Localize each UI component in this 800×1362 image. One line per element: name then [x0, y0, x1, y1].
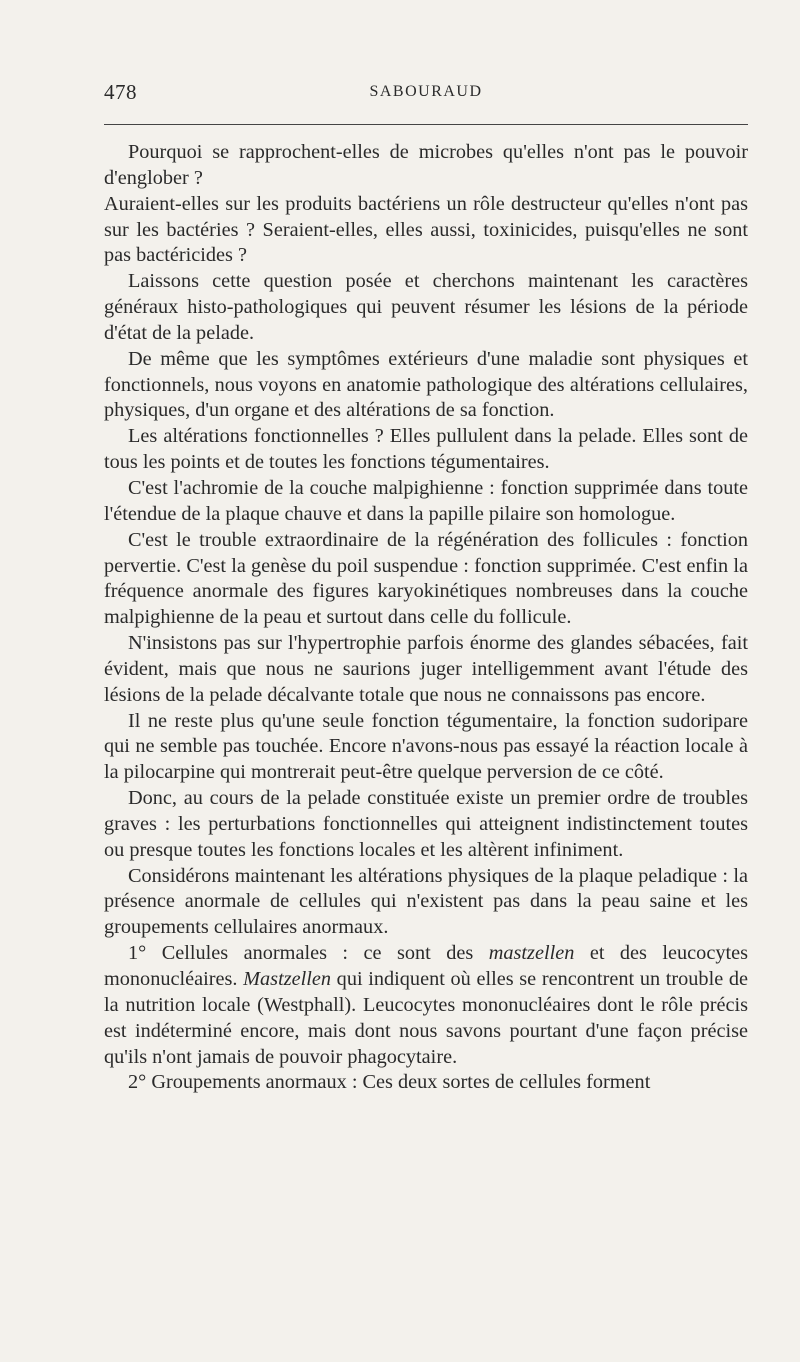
paragraph: Considérons maintenant les altérations physiques de la plaque peladique : la présence anormale de cellules qui n'existent pas dans la peau saine et les groupements cellulaires anormaux. [104, 864, 748, 939]
emphasis-mastzellen: mastzellen [488, 942, 575, 965]
paragraph: Donc, au cours de la pelade constituée existe un premier ordre de troubles graves : les perturbations fonctionnelles qui atteignent indistinctement toutes ou presque toutes les fonctions locales et les altèrent infiniment. [104, 787, 748, 861]
paragraph: Auraient-elles sur les produits bactériens un rôle destructeur qu'elles n'ont pas sur les bactéries ? Seraient-elles, elles aussi, toxinicides, puisqu'elles ne sont pas bactéricides ? [104, 192, 748, 267]
paragraph: Pourquoi se rapprochent-elles de microbes qu'elles n'ont pas le pouvoir d'englober ? [104, 141, 748, 189]
text-run: qui indiquent où elles se rencontrent un trouble de la nutrition locale (Westphall). Leucocytes mononucléaires dont le rôle précis est indéterminé encore, mais dont nous savons pourtant d'une façon précise qu'ils n'ont jamais de pouvoir phagocytaire. [104, 968, 749, 1068]
paragraph: Il ne reste plus qu'une seule fonction tégumentaire, la fonction sudoripare qui ne semble pas touchée. Encore n'avons-nous pas essayé la réaction locale à la pilocarpine qui montrerait peut-être quelque perversion de ce côté. [104, 709, 748, 784]
paragraph: Les altérations fonctionnelles ? Elles pullulent dans la pelade. Elles sont de tous les points et de toutes les fonctions tégumentaires. [104, 425, 748, 474]
body-text [104, 140, 748, 1096]
paragraph: Laissons cette question posée et cherchons maintenant les caractères généraux histo-pathologiques qui peuvent résumer les lésions de la période d'état de la pelade. [104, 270, 748, 344]
text-run: 1° Cellules anormales : ce sont des [128, 942, 489, 965]
paragraph: 2° Groupements anormaux : Ces deux sortes de cellules forment [128, 1071, 651, 1094]
paragraph-cellules-anormales [104, 941, 748, 1070]
page-header [104, 80, 748, 110]
paragraph: C'est l'achromie de la couche malpighienne : fonction supprimée dans toute l'étendue de la plaque chauve et dans la papille pilaire son homologue. [104, 476, 748, 525]
paragraph: N'insistons pas sur l'hypertrophie parfois énorme des glandes sébacées, fait évident, mais que nous ne saurions juger intelligemment avant l'étude des lésions de la pelade décalvante totale que nous ne connaissons pas encore. [104, 632, 748, 706]
paragraph: De même que les symptômes extérieurs d'une maladie sont physiques et fonctionnels, nous voyons en anatomie pathologique des altérations cellulaires, physiques, d'un organe et des altérations de sa fonction. [104, 347, 748, 422]
text-run: et des leucocytes mononucléaires. [104, 942, 748, 990]
running-head: SABOURAUD [369, 83, 483, 100]
page-number: 478 [104, 80, 137, 104]
paragraph: C'est le trouble extraordinaire de la régénération des follicules : fonction pervertie. C'est la genèse du poil suspendue : fonction supprimée. C'est enfin la fréquence anormale des figures karyokinétiques nombreuses dans la couche malpighienne de la peau et surtout dans celle du follicule. [104, 528, 748, 629]
emphasis-mastzellen: Mastzellen [243, 968, 332, 990]
header-rule [104, 124, 748, 125]
